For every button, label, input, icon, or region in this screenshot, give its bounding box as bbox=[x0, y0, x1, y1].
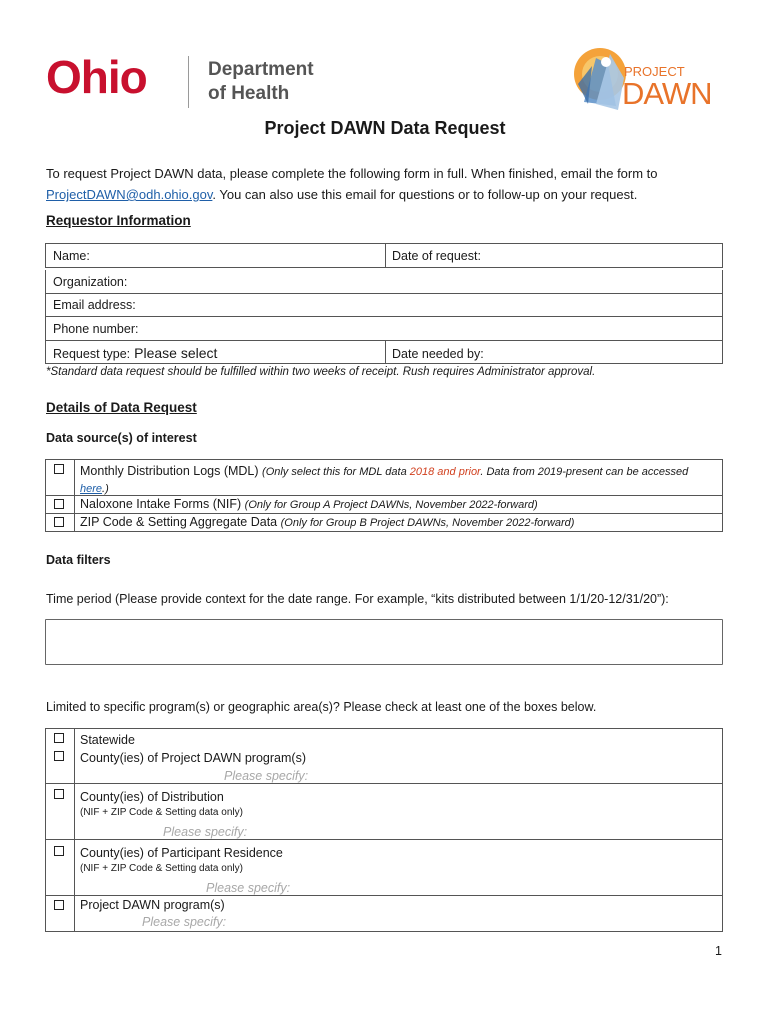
checkbox-cell bbox=[46, 496, 75, 513]
intro-text-before: To request Project DAWN data, please complete the following form in full. When finished, email the form to bbox=[46, 166, 658, 181]
email-row[interactable] bbox=[45, 293, 723, 317]
distribution-county-sub: (NIF + ZIP Code & Setting data only) bbox=[80, 807, 243, 818]
checkbox-cell bbox=[46, 840, 75, 895]
source-mdl-row bbox=[45, 459, 723, 496]
page-title: Project DAWN Data Request bbox=[264, 118, 506, 138]
date-of-request-label: Date of request: bbox=[392, 249, 481, 263]
email-link[interactable]: ProjectDAWN@odh.ohio.gov bbox=[46, 187, 213, 202]
checkbox-cell bbox=[46, 729, 75, 783]
standard-request-note: *Standard data request should be fulfilled within two weeks of receipt. Rush requires Administrator approval. bbox=[46, 366, 596, 378]
residence-county-checkbox[interactable] bbox=[54, 846, 64, 856]
source-nif-row bbox=[45, 495, 723, 514]
geo-block-4 bbox=[45, 895, 723, 932]
program-county-label: County(ies) of Project DAWN program(s) bbox=[80, 751, 306, 765]
mdl-label: Monthly Distribution Logs (MDL) bbox=[80, 464, 259, 478]
geo-text-2 bbox=[80, 789, 247, 840]
mdl-note-a: (Only select this for MDL data bbox=[262, 466, 410, 478]
ohio-wordmark: Ohio bbox=[46, 51, 147, 103]
geo-block-1 bbox=[45, 728, 723, 784]
dawn-program-label: Project DAWN program(s) bbox=[80, 898, 225, 912]
statewide-checkbox[interactable] bbox=[54, 733, 64, 743]
zip-note: (Only for Group B Project DAWNs, November 2022-forward) bbox=[280, 517, 575, 529]
page-number: 1 bbox=[715, 944, 722, 958]
department-line-2: of Health bbox=[208, 83, 290, 104]
logo-divider bbox=[188, 56, 189, 108]
intro-text-after: . You can also use this email for questions or to follow-up on your request. bbox=[212, 187, 638, 202]
phone-label: Phone number: bbox=[53, 322, 139, 336]
here-link[interactable]: here bbox=[80, 483, 103, 495]
nif-text bbox=[80, 497, 538, 511]
dawn-program-checkbox[interactable] bbox=[54, 900, 64, 910]
organization-label: Organization: bbox=[53, 275, 128, 289]
name-row bbox=[45, 243, 723, 268]
zip-label: ZIP Code & Setting Aggregate Data bbox=[80, 515, 278, 529]
request-type-label: Request type: bbox=[53, 347, 131, 361]
zip-text bbox=[80, 515, 574, 529]
geo-text-4 bbox=[80, 897, 226, 931]
department-line-1: Department bbox=[208, 59, 314, 80]
cell-divider bbox=[385, 244, 386, 267]
nif-checkbox[interactable] bbox=[54, 499, 64, 509]
mdl-note-red: 2018 and prior bbox=[409, 466, 481, 478]
residence-county-label: County(ies) of Participant Residence bbox=[80, 846, 283, 860]
dawn-logo-project: PROJECT bbox=[624, 64, 685, 79]
dawn-logo-dawn: DAWN bbox=[622, 76, 712, 111]
geo-text-1 bbox=[80, 731, 308, 785]
residence-county-sub: (NIF + ZIP Code & Setting data only) bbox=[80, 863, 243, 874]
program-county-input[interactable]: Please specify: bbox=[224, 769, 309, 783]
checkbox-cell bbox=[46, 896, 75, 931]
time-period-label: Time period (Please provide context for the date range. For example, “kits distributed between 1/1/20-12/31/20”): bbox=[46, 592, 669, 606]
checkbox-cell bbox=[46, 784, 75, 839]
project-dawn-logo bbox=[566, 44, 726, 120]
name-label: Name: bbox=[53, 249, 90, 263]
program-county-checkbox[interactable] bbox=[54, 751, 64, 761]
department-of-health bbox=[208, 58, 314, 106]
request-type-row bbox=[45, 340, 723, 364]
organization-row[interactable] bbox=[45, 270, 723, 294]
date-needed-label: Date needed by: bbox=[392, 347, 484, 361]
mdl-note-end: .) bbox=[102, 483, 109, 495]
source-zip-row bbox=[45, 513, 723, 532]
requestor-heading: Requestor Information bbox=[46, 213, 191, 228]
mdl-note-b: . Data from 2019-present can be accessed bbox=[480, 466, 689, 478]
geo-filter-label: Limited to specific program(s) or geographic area(s)? Please check at least one of the boxes below. bbox=[46, 700, 597, 714]
sources-heading: Data source(s) of interest bbox=[46, 431, 197, 445]
checkbox-cell bbox=[46, 514, 75, 531]
dawn-program-input[interactable]: Please specify: bbox=[142, 915, 227, 929]
nif-note: (Only for Group A Project DAWNs, November 2022-forward) bbox=[244, 499, 538, 511]
filters-heading: Data filters bbox=[46, 553, 111, 567]
statewide-label: Statewide bbox=[80, 733, 135, 747]
geo-text-3 bbox=[80, 845, 290, 896]
intro-paragraph bbox=[46, 163, 736, 205]
geo-block-2 bbox=[45, 783, 723, 840]
residence-county-input[interactable]: Please specify: bbox=[206, 881, 291, 895]
geo-block-3 bbox=[45, 839, 723, 896]
ohio-logo bbox=[46, 52, 326, 110]
cell-divider bbox=[385, 341, 386, 363]
email-label: Email address: bbox=[53, 298, 136, 312]
details-heading: Details of Data Request bbox=[46, 400, 197, 415]
distribution-county-label: County(ies) of Distribution bbox=[80, 790, 224, 804]
zip-checkbox[interactable] bbox=[54, 517, 64, 527]
checkbox-cell bbox=[46, 460, 75, 495]
distribution-county-checkbox[interactable] bbox=[54, 789, 64, 799]
distribution-county-input[interactable]: Please specify: bbox=[163, 825, 248, 839]
phone-row[interactable] bbox=[45, 317, 723, 341]
time-period-field[interactable] bbox=[45, 619, 723, 665]
request-type-select[interactable]: Please select bbox=[134, 345, 218, 361]
nif-label: Naloxone Intake Forms (NIF) bbox=[80, 497, 242, 511]
mdl-text bbox=[80, 463, 716, 497]
mdl-checkbox[interactable] bbox=[54, 464, 64, 474]
